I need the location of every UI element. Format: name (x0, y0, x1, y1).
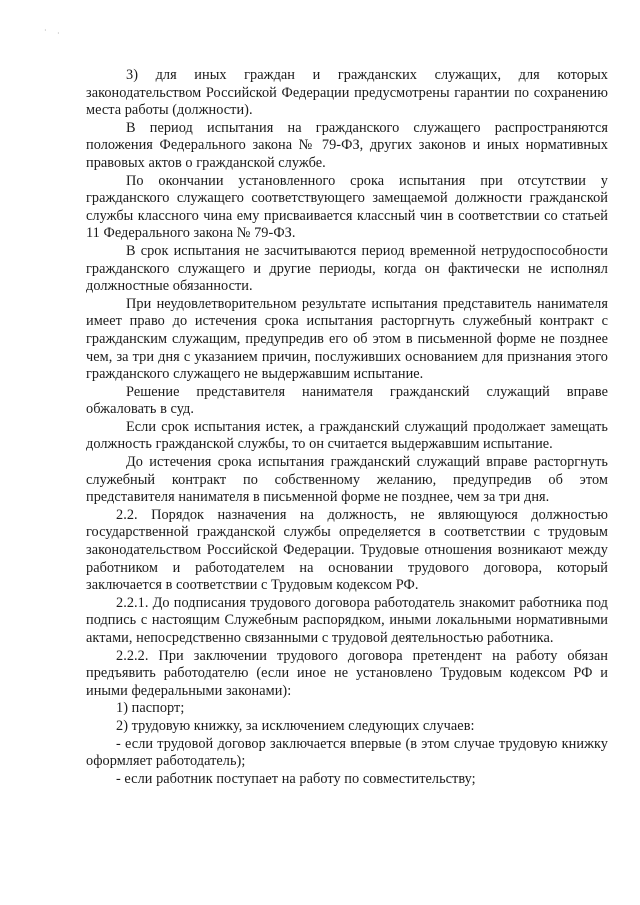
scan-speck: · (44, 26, 47, 35)
paragraph-section-2-2-1: 2.2.1. До подписания трудового договора работодатель знакомит работника под подпись с настоящим Служебным распорядком, иными локальными нормативными актами, непосредственно связанными с трудовой деятельностью работника. (86, 594, 608, 646)
document-body (86, 67, 608, 788)
list-item-first-contract: - если трудовой договор заключается впервые (в этом случае трудовую книжку оформляет работодатель); (86, 735, 608, 770)
paragraph-probation-expired: Если срок испытания истек, а гражданский служащий продолжает замещать должность гражданской службы, то он считается выдержавшим испытание. (86, 418, 608, 453)
paragraph-appeal: Решение представителя нанимателя гражданский служащий вправе обжаловать в суд. (86, 383, 608, 418)
paragraph-section-2-2-2: 2.2.2. При заключении трудового договора претендент на работу обязан предъявить работодателю (если иное не установлено Трудовым кодексом РФ и иными федеральными законами): (86, 647, 608, 699)
list-item-part-time: - если работник поступает на работу по совместительству; (116, 770, 476, 787)
paragraph-probation-excluded-periods: В срок испытания не засчитываются период временной нетрудоспособности гражданского служащего и другие периоды, когда он фактически не исполнял должностные обязанности. (86, 242, 608, 295)
paragraph-guarantees: 3) для иных граждан и гражданских служащих, для которых законодательством Российской Федерации предусмотрены гарантии по сохранению места работы (должности). (86, 67, 608, 119)
paragraph-voluntary-termination: До истечения срока испытания гражданский служащий вправе расторгнуть служебный контракт по собственному желанию, предупредив об этом представителя нанимателя в письменной форме не позднее, чем за три дня. (86, 454, 608, 506)
list-item-passport: 1) паспорт; (116, 700, 185, 717)
paragraph-section-2-2: 2.2. Порядок назначения на должность, не являющуюся должностью государственной гражданской службы определяется в соответствии с трудовым законодательством Российской Федерации. Трудовые отношения возникают между работником и работодателем на основании трудового договора, который заключается в соответствии с Трудовым кодексом РФ. (86, 506, 608, 594)
scan-speck: · (57, 29, 60, 38)
paragraph-class-rank: По окончании установленного срока испытания при отсутствии у гражданского служащего соответствующего замещаемой должности гражданской службы классного чина ему присваивается классный чин в соответствии со статьей 11 Федерального закона № 79-ФЗ. (86, 172, 608, 242)
paragraph-unsatisfactory-result: При неудовлетворительном результате испытания представитель нанимателя имеет право до истечения срока испытания расторгнуть служебный контракт с гражданским служащим, предупредив его об этом в письменной форме не позднее чем, за три дня с указанием причин, послуживших основанием для признания этого гражданского служащего не выдержавшим испытание. (86, 295, 608, 383)
paragraph-probation-laws: В период испытания на гражданского служащего распространяются положения Федерального закона № 79-ФЗ, других законов и иных нормативных правовых актов о гражданской службе. (86, 119, 608, 171)
list-item-work-book: 2) трудовую книжку, за исключением следующих случаев: (116, 717, 475, 734)
